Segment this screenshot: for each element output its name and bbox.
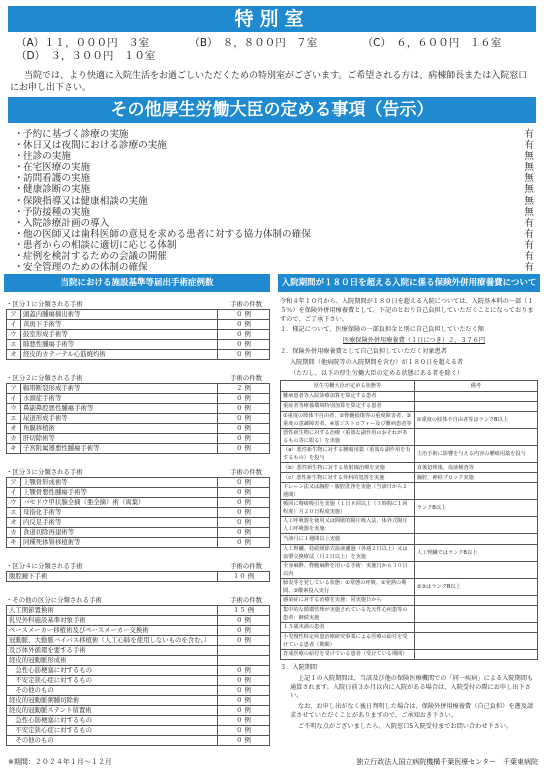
surgery-row-count: ０ 例	[218, 696, 270, 706]
surgery-row-name: 不安定狭心症に対するもの	[7, 726, 218, 736]
surgery-row-key: カ	[7, 528, 21, 538]
surgery-row-name: その他のもの	[7, 736, 218, 746]
matter-label: ・健康診断の実施	[14, 184, 91, 196]
exclusion-note	[414, 595, 537, 605]
room-fee-a: （A）１１，０００円 ３室	[16, 37, 150, 49]
exclusion-condition: （a）悪性新生物に対する腫瘍用薬（重篤な副作用を有するもの）を投与	[281, 445, 415, 462]
surgery-row-name: 黄斑下手術等	[21, 320, 218, 330]
exclusion-note	[414, 649, 537, 659]
surgery-row-key: ア	[7, 478, 21, 488]
surgery-row-name: 上顎骨形成術等	[21, 478, 218, 488]
surgery-row	[7, 646, 270, 656]
room-fee-c: （C） ６，６００円 １６室	[362, 37, 502, 49]
surgery-row-key: オ	[7, 518, 21, 528]
surgery-row-name: ペースメーカー移植術及びペースメーカー交換術	[7, 626, 218, 636]
surgery-row-key: ウ	[7, 330, 21, 340]
surgery-group	[6, 562, 270, 582]
exclusion-row	[281, 578, 538, 595]
period-footnote: ※期間：２０２４年１月～１２月	[8, 758, 112, 766]
surgery-row	[7, 696, 270, 706]
matter-item	[14, 229, 534, 240]
surgery-row	[7, 616, 270, 626]
surgery-row-name: 経皮的冠動脈ステント留置術	[7, 706, 218, 716]
surgery-row	[7, 424, 270, 434]
surgery-row-count: ０ 例	[218, 528, 270, 538]
exclusion-note: 胸腔、神経ブロック実施	[414, 473, 537, 483]
exclusion-condition: 悪性新生物に対する治療（重篤な副作用のおそれがあるもの等に限る）を実施	[281, 428, 415, 445]
matter-label: ・訪問看護の実施	[14, 173, 91, 185]
surgery-row	[7, 330, 270, 340]
matter-item	[14, 151, 534, 162]
matter-item	[14, 129, 534, 140]
surgery-row-name: その他のもの	[7, 686, 218, 696]
exclusion-row	[281, 411, 538, 428]
matter-value: 有	[524, 140, 534, 152]
surgery-group	[6, 596, 270, 746]
surgery-row	[7, 706, 270, 716]
matter-label: ・往診の実施	[14, 151, 71, 163]
exclusion-row	[281, 391, 538, 401]
exclusion-row	[281, 605, 538, 622]
matter-item	[14, 196, 534, 207]
surgery-row-name: 同種死体腎移植術等	[21, 538, 218, 548]
surgery-row-count: ０ 例	[218, 330, 270, 340]
surgery-row-count: ０ 例	[218, 726, 270, 736]
surgery-row	[7, 350, 270, 360]
surgery-row-name: 肺悪性腫瘍手術等	[21, 340, 218, 350]
exclusion-row	[281, 632, 538, 649]
surgery-row-count: ０ 例	[218, 508, 270, 518]
exclusion-note	[414, 401, 537, 411]
surgery-row	[7, 572, 270, 582]
section-3-heading: ３．入院期間	[280, 664, 318, 672]
section-3-contact: ご不明な点がございましたら、入院窓口5入院受付までお問い合わせ下さい。	[298, 722, 513, 730]
section-2-exclusion: （ただし、以下の厚生労働大臣の定める状態にある者を除く）	[290, 369, 464, 377]
surgery-row-name: 不安定狭心症に対するもの	[7, 676, 218, 686]
surgery-row	[7, 636, 270, 646]
surgery-group-heading: ・区分４に分類される手術 手術の件数	[6, 562, 262, 570]
exclusion-note	[414, 483, 537, 500]
section-2-heading: ２．保険外併用療養費として自己負担していただく対象患者	[280, 347, 448, 355]
surgery-row	[7, 538, 270, 548]
surgery-row-count: ０ 例	[218, 666, 270, 676]
exclusion-condition: 肺炎等を発している状態：①常態の呼吸、②発熱の期間、③酸素投入実行	[281, 578, 415, 595]
surgery-row-count: ０ 例	[218, 686, 270, 696]
surgery-row	[7, 384, 270, 394]
exclusion-row	[281, 483, 538, 500]
surgery-row-key: イ	[7, 320, 21, 330]
matter-item	[14, 207, 534, 218]
matter-value: 無	[524, 184, 534, 196]
exclusion-condition: 感染症に対する治療を実施：同実施日から	[281, 595, 415, 605]
surgery-row-key: オ	[7, 424, 21, 434]
surgery-row-count: １０ 例	[218, 572, 270, 582]
exclusion-row	[281, 445, 538, 462]
exclusion-condition: 育成医療の給付を受けている患者（受けている期間）	[281, 649, 415, 659]
surgery-row-key: ウ	[7, 404, 21, 414]
exclusion-row	[281, 473, 538, 483]
surgery-row-count	[218, 646, 270, 656]
surgery-row	[7, 716, 270, 726]
surgery-group	[6, 468, 270, 548]
surgery-row-count: ０ 例	[218, 518, 270, 528]
matter-label: ・症例を検討するための会議の開催	[14, 251, 167, 263]
surgery-row-key: ウ	[7, 498, 21, 508]
exclusion-row	[281, 500, 538, 517]
surgery-row	[7, 666, 270, 676]
section-1-amount: 医療保険外併用療養費（１日につき）２，３７６円	[342, 337, 486, 345]
surgery-row-name: 冠動脈、大動脈バイパス移植術（人工心肺を使用しないものを含む。）	[7, 636, 218, 646]
exclusion-note	[414, 428, 537, 445]
surgery-row-key: ア	[7, 310, 21, 320]
section-2-target: 入院期間（他病院等の入院期間を含む）が１８０日を超える者	[290, 358, 464, 366]
matter-label: ・他の医師又は歯科医師の意見を求める患者に対する協力体制の確保	[14, 228, 311, 240]
surgery-row-key: キ	[7, 444, 21, 454]
surgery-row	[7, 498, 270, 508]
exclusion-table	[280, 380, 538, 660]
surgery-row-key: ア	[7, 384, 21, 394]
surgery-row-name: 母指化手術等	[21, 508, 218, 518]
exclusion-condition: ドレーン法又は胸腔・腹腔洗浄を実施（当該日から２週間）	[281, 483, 415, 500]
surgery-row-name: 食道切除再建術等	[21, 528, 218, 538]
surgery-row-name: 角膜移植術	[21, 424, 218, 434]
surgery-row-name: 経皮的カテーテル心筋焼灼術	[21, 350, 218, 360]
surgery-row-key: カ	[7, 434, 21, 444]
exclusion-condition: 小児慢性特定疾患治療研究事業による医療の給付を受けている患者（期間）	[281, 632, 415, 649]
surgery-row	[7, 726, 270, 736]
matters-list	[14, 129, 534, 273]
matter-item	[14, 218, 534, 229]
surgery-row-name: 乳児外科施設基準対象手術	[7, 616, 218, 626]
surgery-row-name: 水頭症手術等	[21, 394, 218, 404]
surgery-row-count: １５ 例	[218, 606, 270, 616]
exclusion-note: 主治手術に影響を与える内容の腫瘍用薬を投与	[414, 445, 537, 462]
exclusion-note	[414, 632, 537, 649]
surgery-row-name: 経皮的冠動脈粥腫切除術	[7, 696, 218, 706]
surgery-count-section	[6, 298, 270, 746]
surgery-row	[7, 478, 270, 488]
exclusion-row	[281, 517, 538, 534]
hospital-name: 独立行政法人国立病院機構千葉医療センター 千葉東病院	[356, 758, 538, 766]
exclusion-header-note: 備考	[414, 381, 537, 391]
matter-label: ・休日又は夜間における診療の実施	[14, 140, 167, 152]
surgery-row-name: 内反足手術等	[21, 518, 218, 528]
matter-item	[14, 140, 534, 151]
matter-value: 無	[524, 206, 534, 218]
matter-item	[14, 162, 534, 173]
surgery-row	[7, 508, 270, 518]
surgery-row	[7, 606, 270, 616]
surgery-row-count: ０ 例	[218, 414, 270, 424]
exclusion-condition: （c）悪性新生物に対する外科的処置を実施	[281, 473, 415, 483]
exclusion-condition: ①重度の肢体不自由者、②脊髄損傷等の重度障害者、③重度の意識障害者、④筋ジストロフィー及び難病患者等	[281, 411, 415, 428]
surgery-row-key: オ	[7, 350, 21, 360]
surgery-row	[7, 414, 270, 424]
surgery-row-name: 肝切除術等	[21, 434, 218, 444]
exclusion-condition: 当該月に１週間以上実施	[281, 534, 415, 544]
exclusion-row	[281, 462, 538, 472]
exclusion-condition: 難病患者等入院診療加算を算定する患者	[281, 391, 415, 401]
surgery-row	[7, 404, 270, 414]
exclusion-table-header	[281, 381, 538, 391]
exclusion-row	[281, 544, 538, 561]
surgery-group	[6, 374, 270, 454]
exclusion-row	[281, 401, 538, 411]
surgery-row	[7, 394, 270, 404]
surgery-row-count: ０ 例	[218, 340, 270, 350]
surgery-row-key: エ	[7, 414, 21, 424]
surgery-row-name: 経皮的冠動脈形成術	[7, 656, 218, 666]
exclusion-row	[281, 649, 538, 659]
surgery-row	[7, 444, 270, 454]
surgery-row-key: イ	[7, 394, 21, 404]
exclusion-row	[281, 534, 538, 544]
surgery-row	[7, 528, 270, 538]
surgery-row-key: キ	[7, 538, 21, 548]
matter-value: 有	[524, 129, 534, 140]
matter-value: 有	[524, 228, 534, 240]
surgery-row-key: エ	[7, 508, 21, 518]
matter-label: ・予約に基づく診療の実施	[14, 129, 129, 140]
surgery-group	[6, 300, 270, 360]
surgery-row	[7, 736, 270, 746]
surgery-row	[7, 488, 270, 498]
surgery-row-name: バセドウ甲状腺全摘（亜全摘）術（両葉）	[21, 498, 218, 508]
surgery-row	[7, 518, 270, 528]
surgery-row-count: ０ 例	[218, 320, 270, 330]
exclusion-condition: 全身麻酔、脊髄麻酔を用いる手術：実施日から３０日以内	[281, 561, 415, 578]
matter-label: ・予防接種の実施	[14, 206, 91, 218]
surgery-row-count: ０ 例	[218, 716, 270, 726]
matters-banner: その他厚生労働大臣の定める事項（告示）	[8, 97, 536, 123]
surgery-row-name: 人工関節置換術	[7, 606, 218, 616]
matter-item	[14, 173, 534, 184]
surgery-row	[7, 310, 270, 320]
surgery-row-name: 子宮附属器悪性腫瘍手術等	[21, 444, 218, 454]
surgery-row-count: ０ 例	[218, 636, 270, 646]
exclusion-note: 人工腎臓ではランクB以上	[414, 544, 537, 561]
long-stay-heading: 入院期間が１８０日を超える入院に係る保険外併用療養費について	[278, 274, 540, 292]
exclusion-condition: 集中的な循環管理が実施されている先天性心疾患等の患者：継続実施	[281, 605, 415, 622]
surgery-row-count: ０ 例	[218, 736, 270, 746]
surgery-row-count: ０ 例	[218, 626, 270, 636]
surgery-row-count: ０ 例	[218, 350, 270, 360]
special-room-banner: 特別室	[8, 6, 536, 32]
long-stay-section	[280, 298, 538, 734]
surgery-group-heading: ・区分３に分類される手術 手術の件数	[6, 468, 262, 476]
exclusion-header-condition: 厚生労働大臣が定める状態等	[281, 381, 415, 391]
surgery-group-heading: ・その他の区分に分類される手術 手術の件数	[6, 596, 262, 604]
exclusion-note: ②③はランクB以上	[414, 578, 537, 595]
surgery-row-count: ０ 例	[218, 394, 270, 404]
surgery-row-name: 頭蓋内腫瘍摘出術等	[21, 310, 218, 320]
exclusion-note	[414, 561, 537, 578]
surgery-row-count: ０ 例	[218, 478, 270, 488]
surgery-row	[7, 320, 270, 330]
exclusion-row	[281, 622, 538, 632]
room-fee-b: （B） ８，８００円 ７室	[189, 37, 318, 49]
matter-label: ・保険指導又は健康相談の実施	[14, 195, 148, 207]
matter-item	[14, 262, 534, 273]
exclusion-condition: １５歳未満の患者	[281, 622, 415, 632]
exclusion-note	[414, 517, 537, 534]
surgery-row-count	[218, 656, 270, 666]
surgery-row-count: ０ 例	[218, 310, 270, 320]
surgery-row-name: 急性心筋梗塞に対するもの	[7, 666, 218, 676]
surgery-row-key: イ	[7, 488, 21, 498]
surgery-row-count: ０ 例	[218, 706, 270, 716]
surgery-row-count: ０ 例	[218, 538, 270, 548]
surgery-row-name: 鼓室形成手術等	[21, 330, 218, 340]
room-notice: 当院では、より快適に入院生活をお過ごしいただくための特別室がございます。ご希望される方は、病棟師長または入院窓口にお申し出下さい。	[10, 71, 528, 93]
matter-label: ・患者からの相談に適切に応じる体制	[14, 239, 177, 251]
surgery-row-name: 靱帯断裂形成手術等	[21, 384, 218, 394]
exclusion-row	[281, 595, 538, 605]
surgery-row-name: 及び体外循環を要する手術	[7, 646, 218, 656]
matter-label: ・安全管理のための体制の確保	[14, 262, 148, 274]
surgery-row-key: エ	[7, 340, 21, 350]
surgery-row	[7, 656, 270, 666]
surgery-row-count: ０ 例	[218, 444, 270, 454]
exclusion-condition: 人工呼吸器を使用又は間歇的陽圧吸入法、体外式陽圧人工呼吸器を実施：	[281, 517, 415, 534]
surgery-row-name: 上顎骨悪性腫瘍手術等	[21, 488, 218, 498]
exclusion-note: ランクB以上	[414, 500, 537, 517]
surgery-row-name: 尿道形成手術等	[21, 414, 218, 424]
matter-value: 有	[524, 217, 534, 229]
surgery-group-heading: ・区分１に分類される手術 手術の件数	[6, 300, 262, 308]
exclusion-condition: 頻回に喀痰吸引を実施（１日８回以上（３時間に１回程度）月２０日程度実施）	[281, 500, 415, 517]
matter-item	[14, 251, 534, 262]
surgery-row-count: ０ 例	[218, 404, 270, 414]
exclusion-note	[414, 622, 537, 632]
surgery-group-heading: ・区分２に分類される手術 手術の件数	[6, 374, 262, 382]
surgery-row-count: ０ 例	[218, 498, 270, 508]
surgery-row-name: 腹腔鏡下手術	[7, 572, 218, 582]
matter-value: 無	[524, 151, 534, 163]
exclusion-condition: 重症者等療養環境特別加算を算定する患者	[281, 401, 415, 411]
surgery-row-count: ０ 例	[218, 616, 270, 626]
surgery-row-name: 急性心筋梗塞に対するもの	[7, 716, 218, 726]
surgery-row-name: 鼻副鼻腔悪性腫瘍手術等	[21, 404, 218, 414]
surgery-row	[7, 676, 270, 686]
surgery-row	[7, 340, 270, 350]
surgery-row-count: ２ 例	[218, 384, 270, 394]
surgery-row	[7, 626, 270, 636]
matter-label: ・入院診療計画の導入	[14, 217, 110, 229]
exclusion-condition: 人工腎臓、持続緩徐式血液濾過（各週２日以上）又は血漿交換療法（月２日以上）を実施	[281, 544, 415, 561]
exclusion-note: 直後処理後、血液検査等	[414, 462, 537, 472]
long-stay-intro: 令和４年１０月から、入院期間が１８０日を超える入院については、入院基本料の一部（１５％）を保険外併用療養費として、下記のとおり自己負担していただくことになっておりますので、ご了承下さい。	[280, 298, 534, 323]
exclusion-note: ①重度の肢体不自由者等はランクB以上	[414, 411, 537, 428]
room-fee-d: （D） ３，３００円 １０室	[16, 50, 156, 62]
matter-item	[14, 184, 534, 195]
matter-value: 無	[524, 162, 534, 174]
surgery-row-count: ０ 例	[218, 424, 270, 434]
matter-value: 有	[524, 239, 534, 251]
exclusion-note	[414, 605, 537, 622]
matter-value: 有	[524, 262, 534, 274]
matter-item	[14, 240, 534, 251]
matter-value: 無	[524, 173, 534, 185]
exclusion-row	[281, 428, 538, 445]
matter-label: ・在宅医療の実施	[14, 162, 91, 174]
surgery-row	[7, 434, 270, 444]
exclusion-row	[281, 561, 538, 578]
section-1-heading: １．様記について、医療保険の一部負担金と別に自己負担していただく額	[280, 326, 484, 334]
exclusion-condition: （b）悪性新生物に対する放射線治療を実施	[281, 462, 415, 472]
surgery-row-count: ０ 例	[218, 434, 270, 444]
surgery-row	[7, 686, 270, 696]
surgery-row-count: ０ 例	[218, 676, 270, 686]
section-3-text-a: 上記１の入院期間は、当該及び他の保険医療機関での「同一疾病」による入院期間も通算されます。入院日前３か月以内に入院がある場合は、入院受付の際にお申し出下さい。	[290, 674, 534, 700]
surgery-row-count: ０ 例	[218, 488, 270, 498]
matter-value: 有	[524, 251, 534, 263]
exclusion-note	[414, 534, 537, 544]
matter-value: 無	[524, 195, 534, 207]
surgery-count-heading: 当院における施設基準等届出手術症例数	[4, 274, 270, 292]
section-3-text-b: なお、お申し出がなく後日判明した場合は、保険外併用療養費（自己負担）を遡及請求させていただくことがありますので、ご承知おき下さい。	[290, 703, 534, 720]
exclusion-note	[414, 391, 537, 401]
room-fee-list	[16, 37, 536, 63]
